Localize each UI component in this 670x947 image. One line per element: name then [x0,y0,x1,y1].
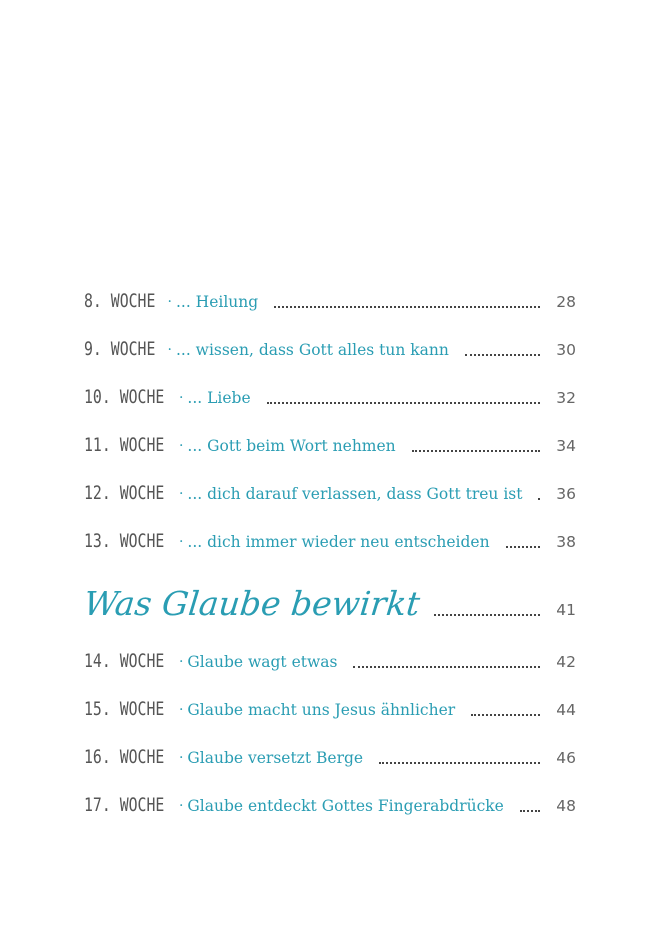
week-label: 9. WOCHE [84,338,156,360]
section-title: Was Glaube bewirkt [82,584,422,623]
week-label: 14. WOCHE [84,650,165,672]
week-label: 17. WOCHE [84,794,165,816]
separator-dot: · [178,654,184,670]
toc-entry [84,474,576,504]
dot-leader [267,402,540,404]
toc-entry [84,522,576,552]
page-number: 46 [556,749,576,767]
dot-leader [353,666,540,668]
toc-entry [84,426,576,456]
toc-entry [84,690,576,720]
separator-dot: · [178,750,184,766]
page-number: 38 [556,533,576,551]
toc-entry [84,642,576,672]
separator-dot: · [167,342,172,358]
section-heading-row [84,580,576,624]
page-number: 44 [556,701,576,719]
dot-leader [465,354,540,356]
entry-title: ... Gott beim Wort nehmen [187,437,396,455]
dot-leader [412,450,540,452]
separator-dot: · [167,294,172,310]
page-number: 32 [556,389,576,407]
toc-entry [84,786,576,816]
week-label: 15. WOCHE [84,698,165,720]
entry-title: Glaube entdeckt Gottes Fingerabdrücke [187,797,504,815]
week-label: 10. WOCHE [84,386,165,408]
dot-leader [379,762,540,764]
page-number: 28 [556,293,576,311]
separator-dot: · [178,486,184,502]
entry-title: ... dich immer wieder neu entscheiden [187,533,490,551]
entry-title: Glaube wagt etwas [187,653,338,671]
dot-leader [538,498,540,500]
separator-dot: · [178,798,184,814]
page-number: 41 [556,601,576,619]
toc-entry [84,282,576,312]
week-label: 13. WOCHE [84,530,165,552]
dot-leader [274,306,540,308]
entry-title: ... Liebe [187,389,251,407]
entry-title: ... wissen, dass Gott alles tun kann [175,341,449,359]
toc-entry [84,378,576,408]
entry-title: Glaube versetzt Berge [187,749,364,767]
week-label: 12. WOCHE [84,482,165,504]
week-label: 11. WOCHE [84,434,165,456]
dot-leader [520,810,540,812]
week-label: 8. WOCHE [84,290,156,312]
separator-dot: · [178,390,184,406]
dot-leader [434,614,540,616]
separator-dot: · [178,438,184,454]
entry-title: Glaube macht uns Jesus ähnlicher [187,701,456,719]
page-number: 36 [556,485,576,503]
toc-entry [84,738,576,768]
entry-title: ... dich darauf verlassen, dass Gott treu ist [187,485,523,503]
separator-dot: · [178,534,184,550]
separator-dot: · [178,702,184,718]
week-label: 16. WOCHE [84,746,165,768]
page-number: 48 [556,797,576,815]
page-number: 30 [556,341,576,359]
dot-leader [471,714,540,716]
entry-title: ... Heilung [175,293,259,311]
page-number: 34 [556,437,576,455]
dot-leader [506,546,540,548]
page-number: 42 [556,653,576,671]
toc-entry [84,330,576,360]
